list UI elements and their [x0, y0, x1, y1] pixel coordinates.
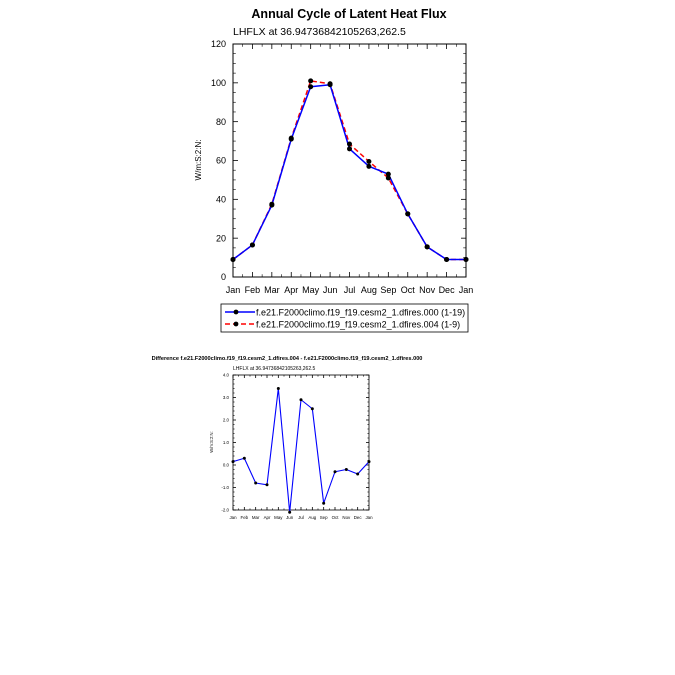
difference-chart-point-0-7 [311, 407, 314, 410]
main-chart-point-0-7 [366, 164, 371, 169]
difference-chart-plot-frame [233, 375, 369, 510]
main-chart-ytick-label: 100 [210, 77, 226, 88]
difference-chart-point-0-3 [266, 483, 269, 486]
main-chart-xtick-label: Sep [380, 285, 397, 295]
difference-chart-y-axis [221, 373, 369, 513]
main-chart-ytick-label: 0 [220, 272, 226, 283]
main-chart-series-line-0 [233, 85, 466, 260]
difference-chart-point-0-11 [356, 473, 359, 476]
main-chart-ylabel: W/m:S:2:N: [194, 139, 203, 181]
main-chart-xtick-label: Nov [419, 285, 436, 295]
main-chart-series [231, 78, 469, 262]
difference-chart-subtitle: LHFLX at 36.94736842105263,262.5 [233, 366, 316, 372]
main-chart-xtick-label: Apr [284, 285, 299, 295]
difference-chart-ytick-label: 2.0 [222, 417, 229, 423]
main-chart-plot-frame [233, 44, 466, 277]
main-chart-xtick-label: Jan [225, 285, 241, 295]
difference-chart-point-0-5 [288, 511, 291, 514]
difference-chart-point-0-6 [300, 398, 303, 401]
main-chart-point-1-8 [386, 175, 391, 180]
main-chart-point-1-9 [405, 211, 410, 216]
main-chart-point-1-1 [250, 242, 255, 247]
main-chart-point-1-4 [308, 78, 313, 83]
main-chart-ytick-label: 120 [210, 39, 226, 50]
main-chart-point-1-12 [464, 257, 469, 262]
difference-chart-xtick-label: Feb [240, 515, 249, 520]
difference-chart-xtick-label: Jan [365, 515, 373, 520]
main-chart-subtitle: LHFLX at 36.94736842105263,262.5 [233, 26, 406, 38]
main-chart-xtick-label: May [302, 285, 320, 295]
main-chart-xtick-label: Dec [438, 285, 455, 295]
difference-chart-ytick-label: 3.0 [222, 395, 229, 401]
legend [221, 304, 468, 332]
main-chart-series-line-1 [233, 81, 466, 260]
main-chart-x-axis [226, 44, 474, 295]
difference-chart-point-0-4 [277, 387, 280, 390]
legend-entry-0 [225, 308, 465, 318]
main-chart-ytick-label: 60 [215, 155, 226, 166]
difference-chart-xtick-label: Dec [353, 515, 362, 520]
main-chart-point-1-6 [347, 141, 352, 146]
difference-chart-xtick-label: Aug [308, 515, 317, 520]
difference-chart-point-0-10 [345, 468, 348, 471]
difference-chart-xtick-label: Jul [298, 515, 304, 520]
difference-chart-xtick-label: Jun [286, 515, 294, 520]
difference-chart-ytick-label: -2.0 [221, 507, 229, 513]
difference-chart-point-0-9 [334, 470, 337, 473]
difference-chart-ytick-label: 1.0 [222, 440, 229, 446]
difference-chart-xtick-label: May [274, 515, 283, 520]
main-chart-title: Annual Cycle of Latent Heat Flux [251, 7, 447, 21]
difference-chart-point-0-0 [232, 460, 235, 463]
difference-chart-ytick-label: -1.0 [221, 485, 229, 491]
main-chart-xtick-label: Feb [244, 285, 261, 295]
difference-chart-xtick-label: Nov [342, 515, 351, 520]
difference-chart-x-axis [229, 375, 373, 520]
difference-chart-series-line-0 [233, 389, 369, 513]
difference-chart-title: Difference f.e21.F2000climo.f19_f19.cesm2_1.dfires.004 - f.e21.F2000climo.f19_f19.cesm2_1.dfires.000 [151, 356, 423, 362]
difference-chart [152, 356, 423, 520]
difference-chart-xtick-label: Apr [263, 515, 271, 520]
difference-chart-ytick-label: 0.0 [222, 462, 229, 468]
main-chart-point-1-7 [366, 159, 371, 164]
main-chart-xtick-label: Mar [264, 285, 280, 295]
difference-chart-xtick-label: Oct [331, 515, 339, 520]
main-chart-xtick-label: Jun [322, 285, 338, 295]
main-chart-xtick-label: Aug [360, 285, 377, 295]
difference-chart-point-0-12 [368, 460, 371, 463]
difference-chart-xtick-label: Sep [319, 515, 328, 520]
difference-chart-point-0-1 [243, 457, 246, 460]
legend-label-1: f.e21.F2000climo.f19_f19.cesm2_1.dfires.004 (1-9) [256, 319, 461, 330]
legend-marker-1 [234, 322, 239, 327]
difference-chart-ylabel: W/m:S:2:N: [209, 431, 214, 453]
main-chart-point-1-3 [289, 136, 294, 141]
main-chart-point-1-2 [269, 202, 274, 207]
main-chart-point-1-5 [328, 81, 333, 86]
main-chart-xtick-label: Oct [400, 285, 415, 295]
legend-entry-1 [225, 320, 460, 330]
main-chart [194, 7, 473, 332]
main-chart-point-1-0 [231, 257, 236, 262]
main-chart-ytick-label: 80 [215, 116, 226, 127]
main-chart-xtick-label: Jan [458, 285, 474, 295]
main-chart-point-0-4 [308, 84, 313, 89]
difference-chart-ytick-label: 4.0 [222, 372, 229, 378]
main-chart-point-0-6 [347, 146, 352, 151]
difference-chart-point-0-8 [322, 502, 325, 505]
legend-marker-0 [234, 310, 239, 315]
difference-chart-xtick-label: Mar [251, 515, 260, 520]
main-chart-point-1-11 [444, 257, 449, 262]
main-chart-point-1-10 [425, 244, 430, 249]
main-chart-xtick-label: Jul [343, 285, 356, 295]
difference-chart-series [232, 387, 371, 514]
difference-chart-point-0-2 [254, 482, 257, 485]
difference-chart-xtick-label: Jan [229, 515, 237, 520]
legend-label-0: f.e21.F2000climo.f19_f19.cesm2_1.dfires.000 (1-19) [256, 307, 466, 318]
main-chart-ytick-label: 40 [215, 194, 226, 205]
main-chart-ytick-label: 20 [215, 233, 226, 244]
